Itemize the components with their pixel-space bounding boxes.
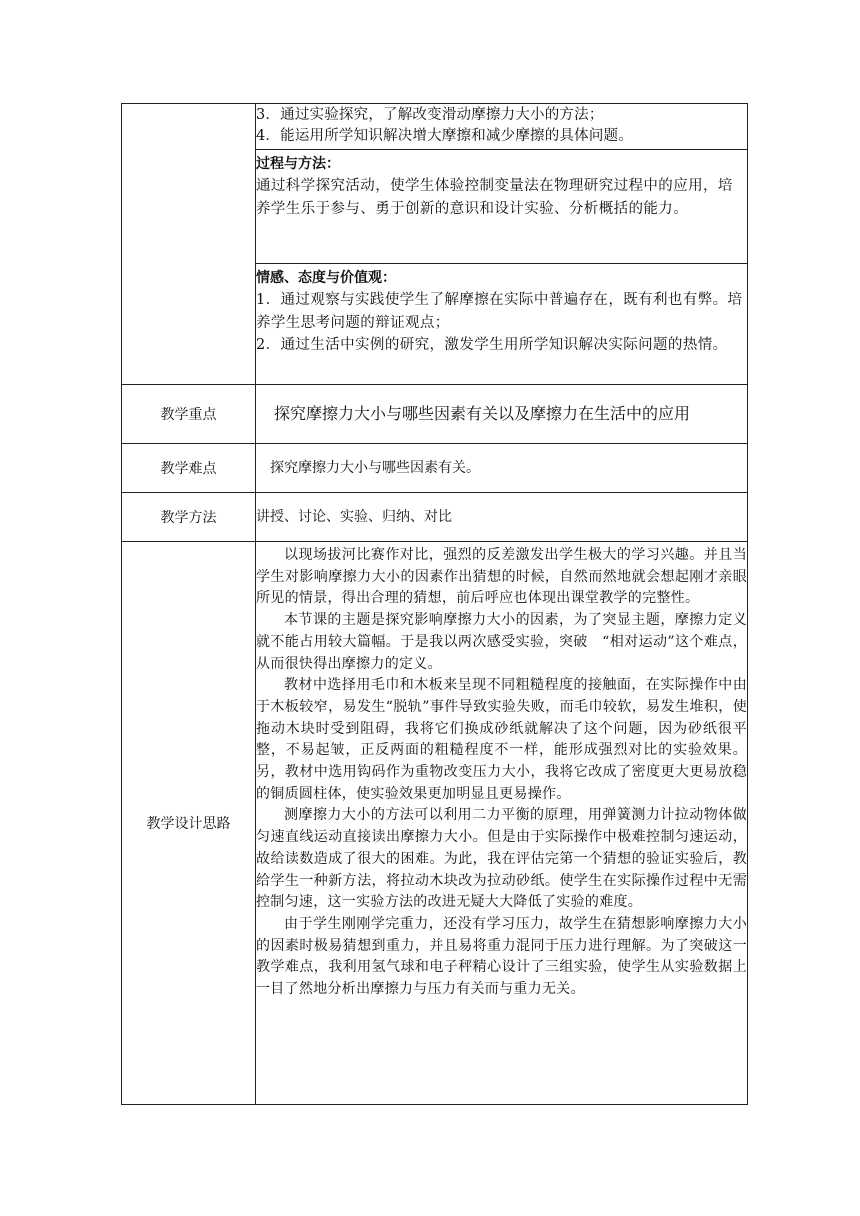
- difficulty-row: [122, 444, 748, 493]
- design-label: 教学设计思路: [122, 542, 256, 1105]
- emotion-item-1: 1．通过观察与实践使学生了解摩擦在实际中普遍存在，既有利也有弊。培养学生思考问题的辩证观点；: [256, 292, 743, 331]
- method-text: 讲授、讨论、实验、归纳、对比: [256, 493, 748, 542]
- method-label: 教学方法: [122, 493, 256, 542]
- objectives-row-knowledge: [122, 104, 748, 150]
- knowledge-item-3: 3．通过实验探究，了解改变滑动摩擦力大小的方法；: [256, 107, 604, 123]
- process-heading: 过程与方法：: [256, 156, 340, 172]
- design-row: [122, 542, 748, 1105]
- objectives-label-cell: [122, 104, 256, 385]
- design-paragraph-4: 测摩擦力大小的方法可以利用二力平衡的原理，用弹簧测力计拉动物体做匀速直线运动直接读出摩擦力大小。但是由于实际操作中极难控制匀速运动，故给读数造成了很大的困难。为此，我在评估完第一个猜想的验证实验后，教给学生一种新方法，将拉动木块改为拉动砂纸。使学生在实际操作过程中无需控制匀速，这一实验方法的改进无疑大大降低了实验的难度。: [256, 807, 747, 911]
- knowledge-items-cell: [256, 104, 748, 150]
- difficulty-text: 探究摩擦力大小与哪些因素有关。: [256, 444, 748, 493]
- method-row: [122, 493, 748, 542]
- key-point-row: [122, 385, 748, 444]
- design-paragraph-5: 由于学生刚刚学完重力，还没有学习压力，故学生在猜想影响摩擦力大小的因素时极易猜想到重力，并且易将重力混同于压力进行理解。为了突破这一教学难点，我利用氢气球和电子秤精心设计了三组实验，使学生从实验数据上一目了然地分析出摩擦力与压力有关而与重力无关。: [256, 915, 747, 998]
- design-paragraph-1: 以现场拔河比赛作对比，强烈的反差激发出学生极大的学习兴趣。并且当学生对影响摩擦力大小的因素作出猜想的时候，自然而然地就会想起刚才亲眼所见的情景，得出合理的猜想，前后呼应也体现出课堂教学的完整性。: [256, 547, 747, 607]
- key-point-text: 探究摩擦力大小与哪些因素有关以及摩擦力在生活中的应用: [256, 385, 748, 444]
- knowledge-item-4: 4．能运用所学知识解决增大摩擦和减少摩擦的具体问题。: [256, 128, 633, 144]
- emotion-item-2: 2．通过生活中实例的研究，激发学生用所学知识解决实际问题的热情。: [256, 337, 728, 353]
- design-paragraph-3: 教材中选择用毛巾和木板来呈现不同粗糙程度的接触面，在实际操作中由于木板较窄，易发生“脱轨”事件导致实验失败，而毛巾较软，易发生堆积，使拖动木块时受到阻碍，我将它们换成砂纸就解决了这个问题，因为砂纸很平整，不易起皱，正反两面的粗糙程度不一样，能形成强烈对比的实验效果。另，教材中选用钩码作为重物改变压力大小，我将它改成了密度更大更易放稳的铜质圆柱体，使实验效果更加明显且更易操作。: [256, 677, 747, 802]
- emotion-heading: 情感、态度与价值观：: [256, 270, 396, 286]
- design-paragraph-2: 本节课的主题是探究影响摩擦力大小的因素，为了突显主题，摩擦力定义就不能占用较大篇幅。于是我以两次感受实验，突破 “相对运动”这个难点，从而很快得出摩擦力的定义。: [256, 612, 747, 672]
- key-point-label: 教学重点: [122, 385, 256, 444]
- design-content: [256, 542, 748, 1105]
- difficulty-label: 教学难点: [122, 444, 256, 493]
- lesson-plan-table: [121, 103, 748, 1105]
- emotion-cell: [256, 264, 748, 385]
- process-text: 通过科学探究活动，使学生体验控制变量法在物理研究过程中的应用，培养学生乐于参与、勇于创新的意识和设计实验、分析概括的能力。: [256, 178, 733, 217]
- process-cell: [256, 150, 748, 264]
